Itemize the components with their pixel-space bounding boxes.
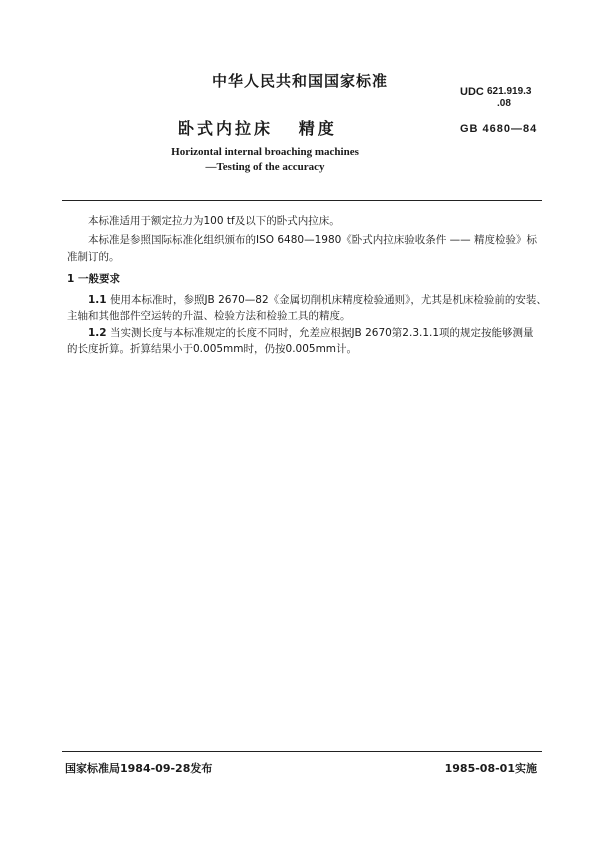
udc-label: UDC (460, 86, 484, 98)
clause-1-2-line2: 的长度折算。折算结果小于0.005mm时，仍按0.005mm计。 (67, 343, 358, 355)
implementation-date: 1985-08-01实施 (444, 762, 537, 775)
clause-1-1 (88, 292, 547, 308)
gb-number: GB 4680—84 (460, 123, 538, 135)
intro-paragraph-2-line1: 本标准是参照国际标准化组织颁布的ISO 6480—1980《卧式内拉床验收条件 —— 精度检验》标 (88, 234, 537, 246)
section-1-heading: 1 一般要求 (67, 273, 120, 285)
udc-code-line1: 621.919.3 (487, 86, 532, 97)
udc-code-line2: .08 (497, 98, 511, 109)
udc-code (487, 86, 532, 110)
standard-name: 中华人民共和国国家标准 (211, 72, 388, 90)
intro-paragraph-2-line2: 准制订的。 (67, 251, 120, 263)
english-title-line2: —Testing of the accuracy (205, 161, 325, 173)
footer-divider (62, 751, 542, 752)
issue-date: 国家标准局1984-09-28发布 (65, 762, 213, 775)
clause-1-2 (88, 325, 534, 341)
clause-1-2-number: 1.2 (88, 327, 107, 339)
clause-1-1-line2: 主轴和其他部件空运转的升温、检验方法和检验工具的精度。 (67, 310, 351, 322)
document-title: 卧式内拉床 精度 (178, 119, 337, 138)
clause-1-2-line1: 当实测长度与本标准规定的长度不同时，允差应根据JB 2670第2.3.1.1项的规定按能够测量 (109, 327, 534, 339)
clause-1-1-number: 1.1 (88, 294, 107, 306)
header-divider (62, 200, 542, 201)
english-title-line1: Horizontal internal broaching machines (171, 146, 359, 158)
intro-paragraph-1: 本标准适用于额定拉力为100 tf及以下的卧式内拉床。 (88, 215, 340, 227)
clause-1-1-line1: 使用本标准时，参照JB 2670—82《金属切削机床精度检验通则》，尤其是机床检验前的安装、 (109, 294, 547, 306)
